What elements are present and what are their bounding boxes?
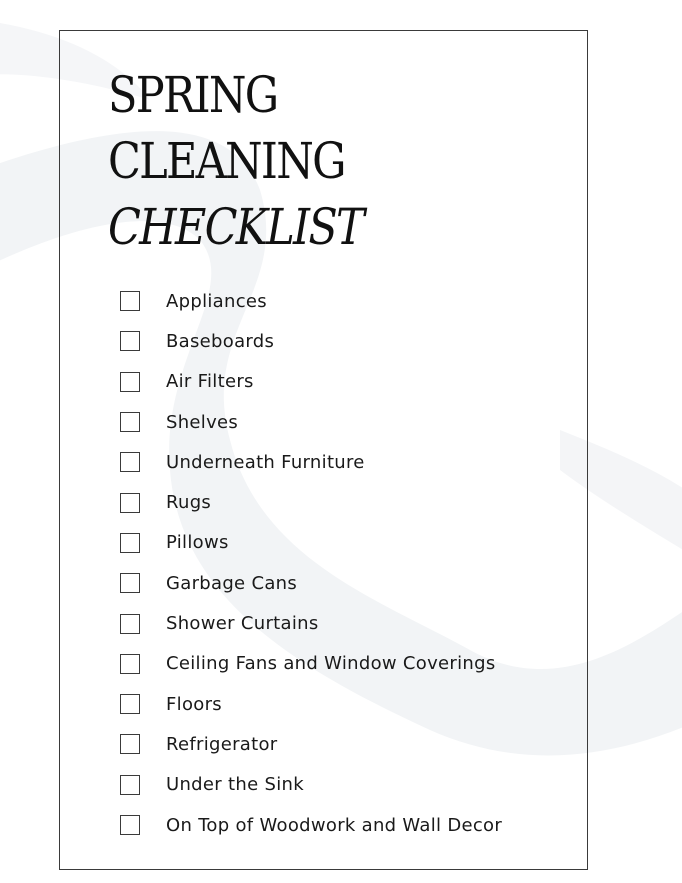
checkbox-shower-curtains[interactable]	[120, 614, 140, 634]
checklist-item-baseboards	[120, 321, 502, 361]
checkbox-floors[interactable]	[120, 694, 140, 714]
title-line-spring: SPRING	[108, 66, 278, 124]
checkbox-refrigerator[interactable]	[120, 734, 140, 754]
checkbox-rugs[interactable]	[120, 493, 140, 513]
checklist-item-ceiling-fans	[120, 644, 502, 684]
checklist-item-appliances	[120, 281, 502, 321]
checklist-item-shower-curtains	[120, 603, 502, 643]
checklist-item-shelves	[120, 402, 502, 442]
checkbox-appliances[interactable]	[120, 291, 140, 311]
checklist-item-garbage-cans	[120, 563, 502, 603]
checkbox-shelves[interactable]	[120, 412, 140, 432]
checkbox-ceiling-fans[interactable]	[120, 654, 140, 674]
checklist-item-air-filters	[120, 362, 502, 402]
checklist-item-label: Baseboards	[166, 330, 275, 352]
checkbox-under-the-sink[interactable]	[120, 775, 140, 795]
checkbox-pillows[interactable]	[120, 533, 140, 553]
checkbox-underneath-furniture[interactable]	[120, 452, 140, 472]
cleaning-checklist	[120, 281, 502, 845]
checklist-item-label: Shelves	[166, 411, 239, 433]
checklist-item-label: On Top of Woodwork and Wall Decor	[166, 814, 503, 836]
checkbox-garbage-cans[interactable]	[120, 573, 140, 593]
checklist-item-rugs	[120, 482, 502, 522]
checklist-item-underneath-furniture	[120, 442, 502, 482]
checklist-item-label: Ceiling Fans and Window Coverings	[166, 653, 496, 675]
title-line-checklist: CHECKLIST	[108, 198, 364, 256]
checklist-item-refrigerator	[120, 724, 502, 764]
checklist-item-label: Under the Sink	[166, 774, 304, 796]
checklist-item-label: Refrigerator	[166, 733, 278, 755]
checklist-item-label: Shower Curtains	[166, 613, 319, 635]
checkbox-baseboards[interactable]	[120, 331, 140, 351]
page-title	[108, 62, 363, 260]
checklist-item-label: Underneath Furniture	[166, 451, 365, 473]
checkbox-woodwork-wall-decor[interactable]	[120, 815, 140, 835]
checklist-item-label: Appliances	[166, 290, 267, 312]
checklist-item-floors	[120, 684, 502, 724]
checklist-item-label: Garbage Cans	[166, 572, 298, 594]
checklist-item-label: Floors	[166, 693, 222, 715]
checklist-item-pillows	[120, 523, 502, 563]
checkbox-air-filters[interactable]	[120, 372, 140, 392]
checklist-item-under-the-sink	[120, 765, 502, 805]
checklist-item-label: Pillows	[166, 532, 229, 554]
title-line-cleaning: CLEANING	[108, 132, 345, 190]
checklist-item-woodwork-wall-decor	[120, 805, 502, 845]
checklist-item-label: Rugs	[166, 492, 212, 514]
checklist-item-label: Air Filters	[166, 371, 254, 393]
